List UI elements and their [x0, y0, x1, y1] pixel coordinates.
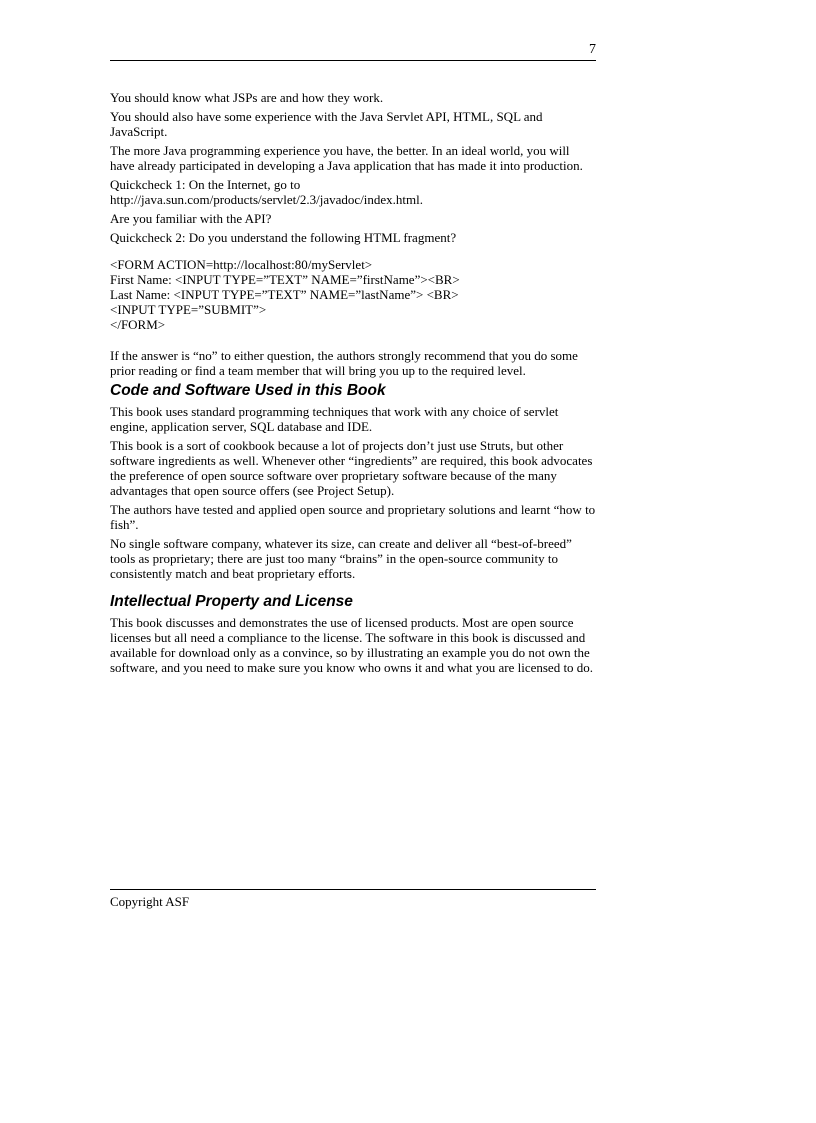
intro-paragraph-java: The more Java programming experience you have, the better. In an ideal world, you will have already participated in developing a Java application that has made it into production.: [110, 143, 583, 173]
code-software-paragraph-1: This book uses standard programming techniques that work with any choice of servlet engine, application server, SQL database and IDE.: [110, 404, 559, 434]
recommendation-paragraph: If the answer is “no” to either question, the authors strongly recommend that you do some prior reading or find a team member that will bring you up to the required level.: [110, 348, 578, 378]
html-code-fragment: [110, 257, 596, 332]
footer-copyright: Copyright ASF: [110, 894, 190, 909]
code-software-paragraph-3: The authors have tested and applied open source and proprietary solutions and learnt “how to fish”.: [110, 502, 596, 532]
quickcheck-1-url: http://java.sun.com/products/servlet/2.3/javadoc/index.html.: [110, 192, 424, 207]
quickcheck-1-question: Are you familiar with the API?: [110, 211, 272, 226]
section-heading-ip-license: Intellectual Property and License: [110, 593, 353, 610]
quickcheck-2: Quickcheck 2: Do you understand the following HTML fragment?: [110, 230, 457, 245]
ip-license-paragraph: This book discusses and demonstrates the use of licensed products. Most are open source licenses but all need a compliance to the license. The software in this book is discussed and available for download only as a convince, so by illustrating an example you do not own the software, and you need to make sure you know who owns it and what you are licensed to do.: [110, 615, 594, 675]
page-body: [110, 90, 596, 679]
section-heading-code-software: Code and Software Used in this Book: [110, 382, 386, 399]
header-rule: [110, 60, 596, 61]
intro-paragraph-experience: You should also have some experience with the Java Servlet API, HTML, SQL and JavaScript.: [110, 109, 543, 139]
code-line: </FORM>: [110, 317, 166, 332]
code-line: Last Name: <INPUT TYPE=”TEXT” NAME=”lastName”> <BR>: [110, 287, 459, 302]
code-line: <INPUT TYPE=”SUBMIT”>: [110, 302, 267, 317]
quickcheck-1-text: Quickcheck 1: On the Internet, go to: [110, 177, 301, 192]
code-software-paragraph-4: No single software company, whatever its size, can create and deliver all “best-of-breed” tools as proprietary; there are just too many “brains” in the open-source community to consistently match and beat proprietary efforts.: [110, 536, 572, 581]
footer-rule: [110, 889, 596, 890]
page-number: 7: [589, 42, 596, 57]
code-line: First Name: <INPUT TYPE=”TEXT” NAME=”firstName”><BR>: [110, 272, 460, 287]
code-software-paragraph-2: This book is a sort of cookbook because a lot of projects don’t just use Struts, but other software ingredients as well. Whenever other “ingredients” are required, this book advocates the preference of open source software over proprietary software because of the many advantages that open source offers (see Project Setup).: [110, 438, 593, 498]
quickcheck-1: [110, 177, 596, 207]
code-line: <FORM ACTION=http://localhost:80/myServlet>: [110, 257, 373, 272]
intro-paragraph-jsp: You should know what JSPs are and how they work.: [110, 90, 384, 105]
